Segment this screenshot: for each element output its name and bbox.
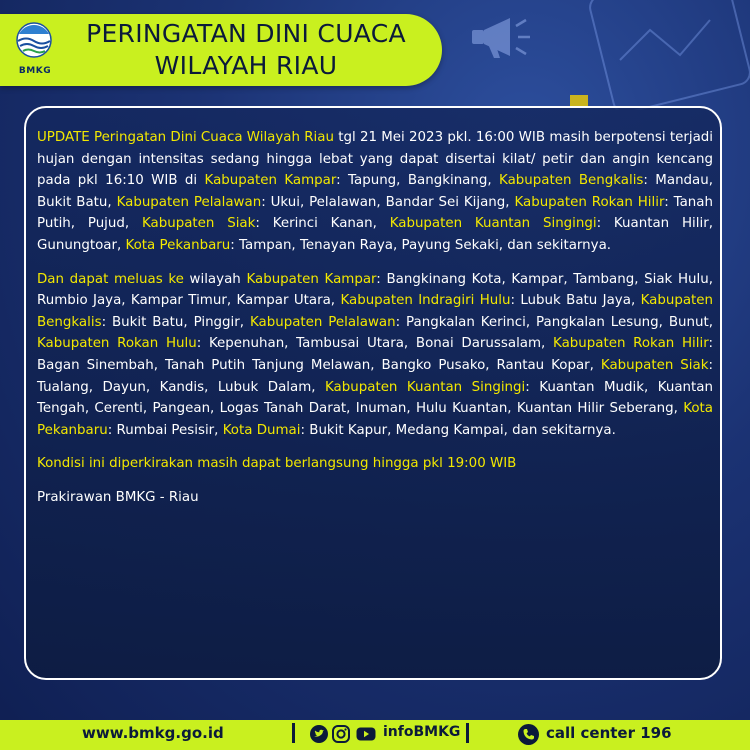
body-text: : Lubuk Batu Jaya,: [510, 293, 641, 309]
body-text: : Ukui, Pelalawan, Bandar Sei Kijang,: [261, 194, 515, 210]
warning-content: [37, 127, 713, 521]
paragraph-current-warning: [37, 127, 713, 257]
body-text: : Tualang, Dayun, Kandis, Lubuk Dalam,: [37, 357, 713, 395]
highlighted-region-text: Dan dapat meluas ke: [37, 271, 184, 287]
body-text: : Kuantan Hilir, Gunungtoar,: [37, 216, 713, 253]
highlighted-region-text: Kabupaten Rokan Hilir: [553, 336, 709, 352]
call-center-number[interactable]: call center 196: [546, 724, 672, 742]
divider: [292, 723, 295, 743]
highlighted-region-text: Kabupaten Siak: [600, 357, 709, 373]
highlighted-region-text: Kabupaten Kuantan Singingi: [389, 216, 597, 232]
body-text: wilayah: [183, 271, 247, 287]
highlighted-region-text: UPDATE Peringatan Dini Cuaca Wilayah Riau: [37, 130, 334, 145]
body-text: : Kuantan Mudik, Kuantan Tengah, Cerenti, Pangean, Logas Tanah Darat, Inuman, Hulu Kuantan, Kuantan Hilir Seberang,: [37, 379, 713, 417]
body-text: : Bukit Batu, Pinggir,: [101, 314, 250, 330]
highlighted-region-text: Kabupaten Bengkalis: [499, 173, 644, 189]
phone-icon: [518, 724, 539, 745]
body-text: : Tanah Putih, Pujud,: [37, 194, 713, 232]
highlighted-region-text: Kabupaten Bengkalis: [37, 293, 713, 330]
page-title: [60, 18, 432, 82]
social-handle[interactable]: infoBMKG: [383, 724, 461, 740]
highlighted-region-text: Kabupaten Siak: [141, 216, 256, 232]
highlighted-region-text: Kabupaten Pelalawan: [249, 314, 396, 330]
body-text: : Kerinci Kanan,: [255, 216, 390, 232]
divider: [466, 723, 469, 743]
highlighted-region-text: Kota Pekanbaru: [37, 401, 713, 438]
highlighted-region-text: Kabupaten Kampar: [204, 173, 337, 189]
paragraph-duration: Kondisi ini diperkirakan masih dapat berlangsung hingga pkl 19:00 WIB: [37, 456, 517, 472]
youtube-icon[interactable]: [356, 725, 376, 743]
body-text: : Tapung, Bangkinang,: [336, 173, 500, 189]
body-text: : Pangkalan Kerinci, Pangkalan Lesung, Bunut,: [395, 314, 713, 330]
paragraph-expansion-areas: [37, 269, 713, 442]
title-line-2: WILAYAH RIAU: [154, 51, 338, 80]
body-text: : Bangkinang Kota, Kampar, Tambang, Siak Hulu, Rumbio Jaya, Kampar Timur, Kampar Utara,: [37, 271, 713, 309]
background-device-illustration: [420, 0, 750, 110]
twitter-icon[interactable]: [310, 725, 328, 743]
logo-text: BMKG: [18, 66, 52, 76]
body-text: : Mandau, Bukit Batu,: [37, 173, 714, 210]
highlighted-region-text: Kota Pekanbaru: [125, 237, 231, 253]
highlighted-region-text: Kabupaten Rokan Hilir: [514, 194, 665, 210]
highlighted-region-text: Kabupaten Kuantan Singingi: [325, 379, 526, 395]
body-text: : Rumbai Pesisir,: [107, 422, 223, 438]
body-text: tgl 21 Mei 2023 pkl. 16:00 WIB masih berpotensi terjadi hujan dengan intensitas sedang hingga lebat yang dapat disertai kilat/ petir dan angin kencang pada pkl 16:10 WIB di: [37, 130, 714, 189]
highlighted-region-text: Kabupaten Pelalawan: [116, 194, 262, 210]
title-line-1: PERINGATAN DINI CUACA: [86, 19, 406, 48]
body-text: : Bagan Sinembah, Tanah Putih Tanjung Melawan, Bangko Pusako, Rantau Kopar,: [37, 336, 713, 373]
highlighted-region-text: Kabupaten Indragiri Hulu: [340, 293, 511, 309]
highlighted-region-text: Kabupaten Kampar: [246, 271, 377, 287]
highlighted-region-text: Kabupaten Rokan Hulu: [37, 336, 197, 352]
body-text: : Tampan, Tenayan Raya, Payung Sekaki, dan sekitarnya.: [230, 237, 612, 253]
body-text: : Bukit Kapur, Medang Kampai, dan sekitarnya.: [300, 422, 616, 438]
highlighted-region-text: Kota Dumai: [222, 422, 301, 438]
footer-bar: [0, 720, 750, 750]
forecaster-signature: Prakirawan BMKG - Riau: [37, 489, 199, 505]
instagram-icon[interactable]: [332, 725, 350, 743]
website-link[interactable]: www.bmkg.go.id: [82, 724, 224, 742]
body-text: : Kepenuhan, Tambusai Utara, Bonai Darussalam,: [196, 336, 554, 352]
